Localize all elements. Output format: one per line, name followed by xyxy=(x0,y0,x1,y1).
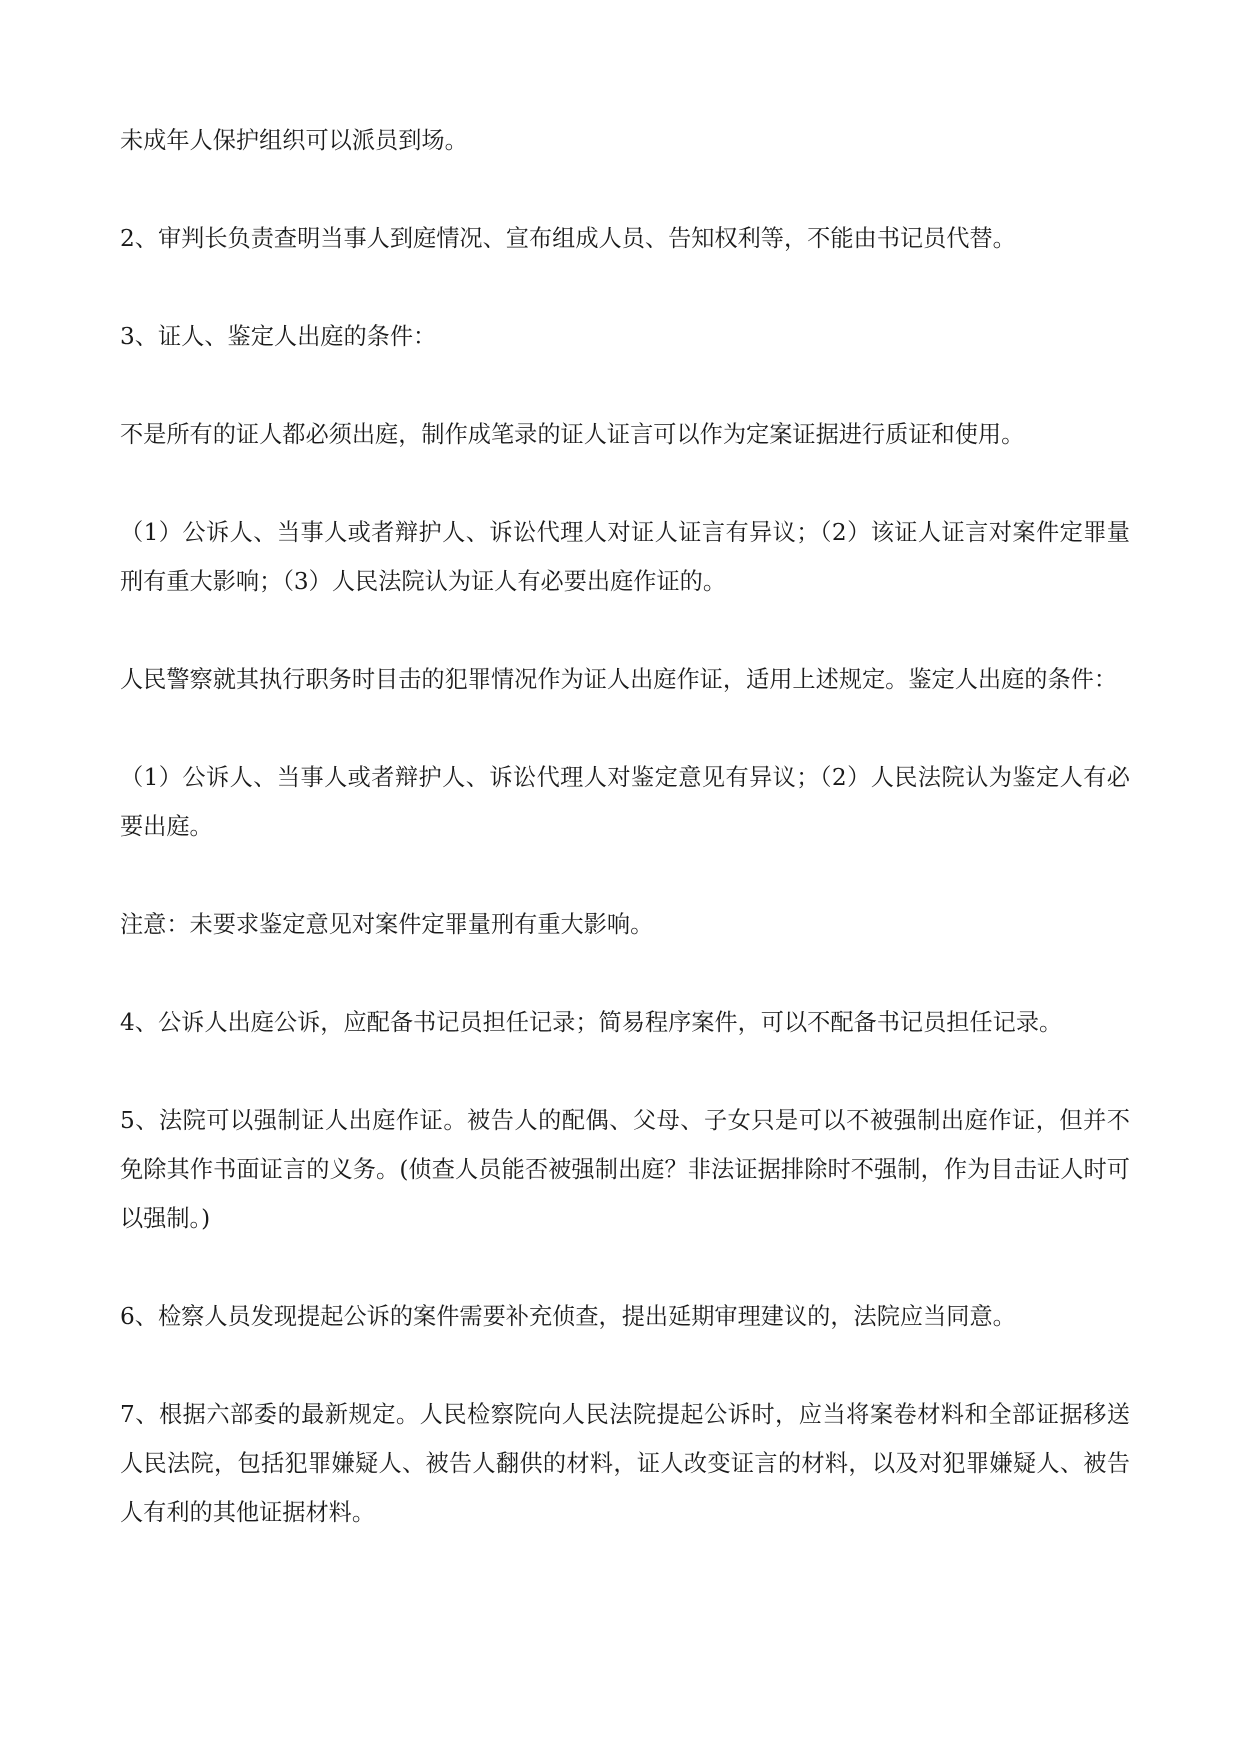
paragraph-witness-not-required: 不是所有的证人都必须出庭，制作成笔录的证人证言可以作为定案证据进行质证和使用。 xyxy=(120,421,1025,448)
paragraph-item-3-heading: 3、证人、鉴定人出庭的条件： xyxy=(120,323,437,350)
paragraph-minor-protection: 未成年人保护组织可以派员到场。 xyxy=(120,127,468,154)
paragraph-item-2: 2、审判长负责查明当事人到庭情况、宣布组成人员、告知权利等，不能由书记员代替。 xyxy=(120,225,1016,252)
paragraph-item-5: 5、法院可以强制证人出庭作证。被告人的配偶、父母、子女只是可以不被强制出庭作证，但并不免除其作书面证言的义务。(侦查人员能否被强制出庭？非法证据排除时不强制，作为目击证人时可以强制。) xyxy=(120,1107,1130,1232)
paragraph-item-4: 4、公诉人出庭公诉，应配备书记员担任记录；简易程序案件，可以不配备书记员担任记录。 xyxy=(120,1009,1063,1036)
paragraph-witness-conditions: （1）公诉人、当事人或者辩护人、诉讼代理人对证人证言有异议；（2）该证人证言对案件定罪量刑有重大影响；（3）人民法院认为证人有必要出庭作证的。 xyxy=(120,519,1130,595)
paragraph-police-witness: 人民警察就其执行职务时目击的犯罪情况作为证人出庭作证，适用上述规定。鉴定人出庭的条件： xyxy=(120,666,1118,693)
paragraph-note: 注意：未要求鉴定意见对案件定罪量刑有重大影响。 xyxy=(120,911,654,938)
paragraph-expert-conditions: （1）公诉人、当事人或者辩护人、诉讼代理人对鉴定意见有异议；（2）人民法院认为鉴定人有必要出庭。 xyxy=(120,764,1130,840)
document-page xyxy=(120,116,1130,1586)
paragraph-item-7: 7、根据六部委的最新规定。人民检察院向人民法院提起公诉时，应当将案卷材料和全部证据移送人民法院，包括犯罪嫌疑人、被告人翻供的材料，证人改变证言的材料，以及对犯罪嫌疑人、被告人有利的其他证据材料。 xyxy=(120,1401,1130,1526)
paragraph-item-6: 6、检察人员发现提起公诉的案件需要补充侦查，提出延期审理建议的，法院应当同意。 xyxy=(120,1303,1016,1330)
